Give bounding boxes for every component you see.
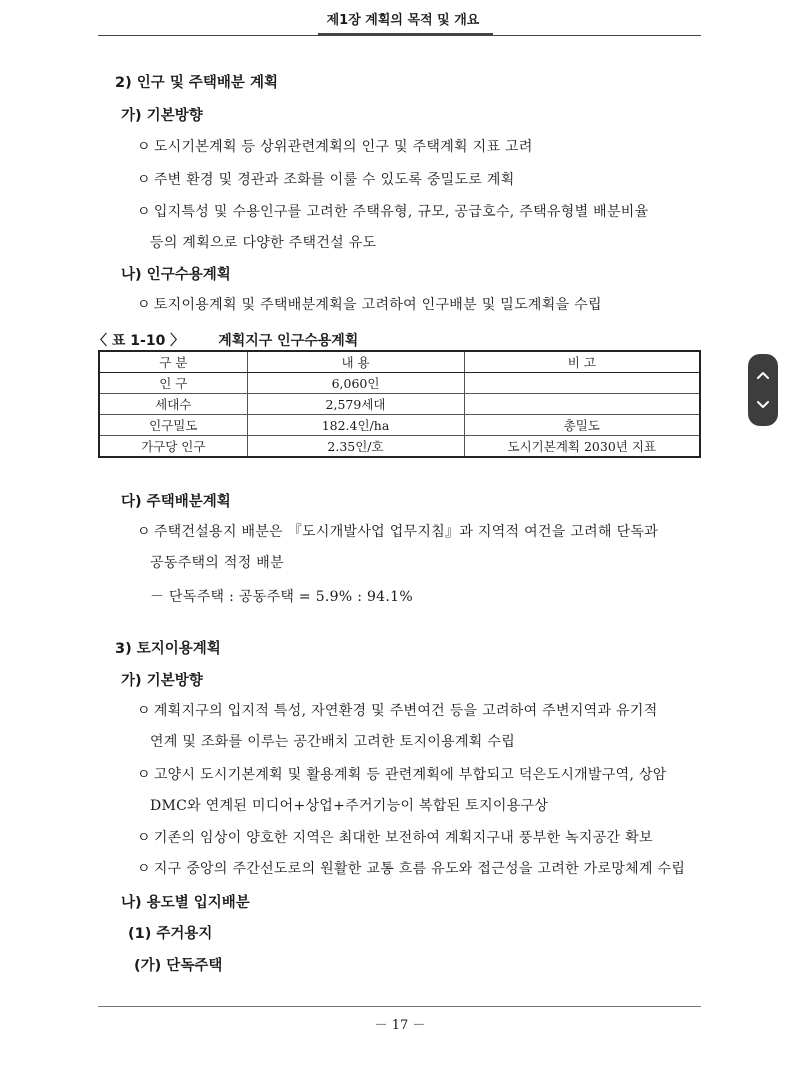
table-row: [99, 415, 700, 436]
table-row: [99, 373, 700, 394]
page-nav-widget: [748, 354, 778, 426]
table-cell: 인구밀도: [99, 415, 247, 436]
list-item: ㅇ 기존의 임상이 양호한 지역은 최대한 보전하여 계획지구내 풍부한 녹지공간 확보: [137, 830, 653, 846]
table-header-cell: 구 분: [99, 351, 247, 373]
table-cell: 총밀도: [464, 415, 700, 436]
list-item: ㅇ 지구 중앙의 주간선도로의 원활한 교통 흐름 유도와 접근성을 고려한 가로망체계 수립: [137, 861, 686, 877]
list-item: ㅇ 고양시 도시기본계획 및 활용계획 등 관련계획에 부합되고 덕은도시개발구역, 상암: [137, 767, 667, 783]
subheading-land-allocation: 나) 용도별 입지배분: [121, 895, 250, 911]
table-row: [99, 436, 700, 458]
table-caption-label: 〈 표 1-10 〉: [93, 333, 185, 349]
table-cell: 2,579세대: [247, 394, 464, 415]
table-caption: [93, 330, 358, 350]
header-rule: [98, 35, 701, 36]
next-page-button[interactable]: [748, 390, 778, 420]
population-table: [98, 350, 701, 458]
table-cell: 인 구: [99, 373, 247, 394]
table-cell: 가구당 인구: [99, 436, 247, 458]
header-title: 제1장 계획의 목적 및 개요: [326, 13, 480, 28]
list-item: ㅇ 도시기본계획 등 상위관련계획의 인구 및 주택계획 지표 고려: [137, 139, 533, 155]
subheading-detached-housing: (가) 단독주택: [134, 958, 223, 974]
section-heading-land-use: 3) 토지이용계획: [115, 641, 221, 657]
subheading-residential: (1) 주거용지: [128, 926, 213, 942]
chevron-up-icon: [748, 360, 778, 390]
list-item: ㅇ 주변 환경 및 경관과 조화를 이룰 수 있도록 중밀도로 계획: [137, 172, 515, 188]
list-item: ㅇ 주택건설용지 배분은 『도시개발사업 업무지침』과 지역적 여건을 고려해 단독과: [137, 524, 659, 540]
subheading-basic-direction: 가) 기본방향: [121, 673, 203, 689]
table-header-row: [99, 351, 700, 373]
page-number: － 17 －: [374, 1018, 426, 1033]
footer-rule: [98, 1006, 701, 1007]
subheading-basic-direction: 가) 기본방향: [121, 108, 203, 124]
chevron-down-icon: [748, 390, 778, 420]
list-item-continuation: DMC와 연계된 미디어+상업+주거기능이 복합된 토지이용구상: [150, 798, 549, 814]
table-header-cell: 내 용: [247, 351, 464, 373]
table-header-cell: 비 고: [464, 351, 700, 373]
list-item: ㅇ 토지이용계획 및 주택배분계획을 고려하여 인구배분 및 밀도계획을 수립: [137, 297, 602, 313]
table-cell: 2.35인/호: [247, 436, 464, 458]
list-item-continuation: 공동주택의 적정 배분: [150, 555, 284, 571]
table-cell: 182.4인/ha: [247, 415, 464, 436]
list-item-continuation: 등의 계획으로 다양한 주택건설 유도: [150, 235, 377, 251]
previous-page-button[interactable]: [748, 360, 778, 390]
table-row: [99, 394, 700, 415]
table-cell: 6,060인: [247, 373, 464, 394]
table-cell: 세대수: [99, 394, 247, 415]
subheading-population-plan: 나) 인구수용계획: [121, 267, 231, 283]
table-cell: [464, 394, 700, 415]
table-cell: [464, 373, 700, 394]
section-heading-population-housing: 2) 인구 및 주택배분 계획: [115, 75, 278, 91]
list-item: ㅇ 계획지구의 입지적 특성, 자연환경 및 주변여건 등을 고려하여 주변지역과 유기적: [137, 703, 658, 719]
housing-ratio: － 단독주택 : 공동주택 = 5.9% : 94.1%: [150, 589, 413, 605]
subheading-housing-plan: 다) 주택배분계획: [121, 494, 231, 510]
table-cell: 도시기본계획 2030년 지표: [464, 436, 700, 458]
list-item: ㅇ 입지특성 및 수용인구를 고려한 주택유형, 규모, 공급호수, 주택유형별 배분비율: [137, 204, 649, 220]
table-caption-title: 계획지구 인구수용계획: [218, 333, 359, 349]
list-item-continuation: 연계 및 조화를 이루는 공간배치 고려한 토지이용계획 수립: [150, 734, 516, 750]
